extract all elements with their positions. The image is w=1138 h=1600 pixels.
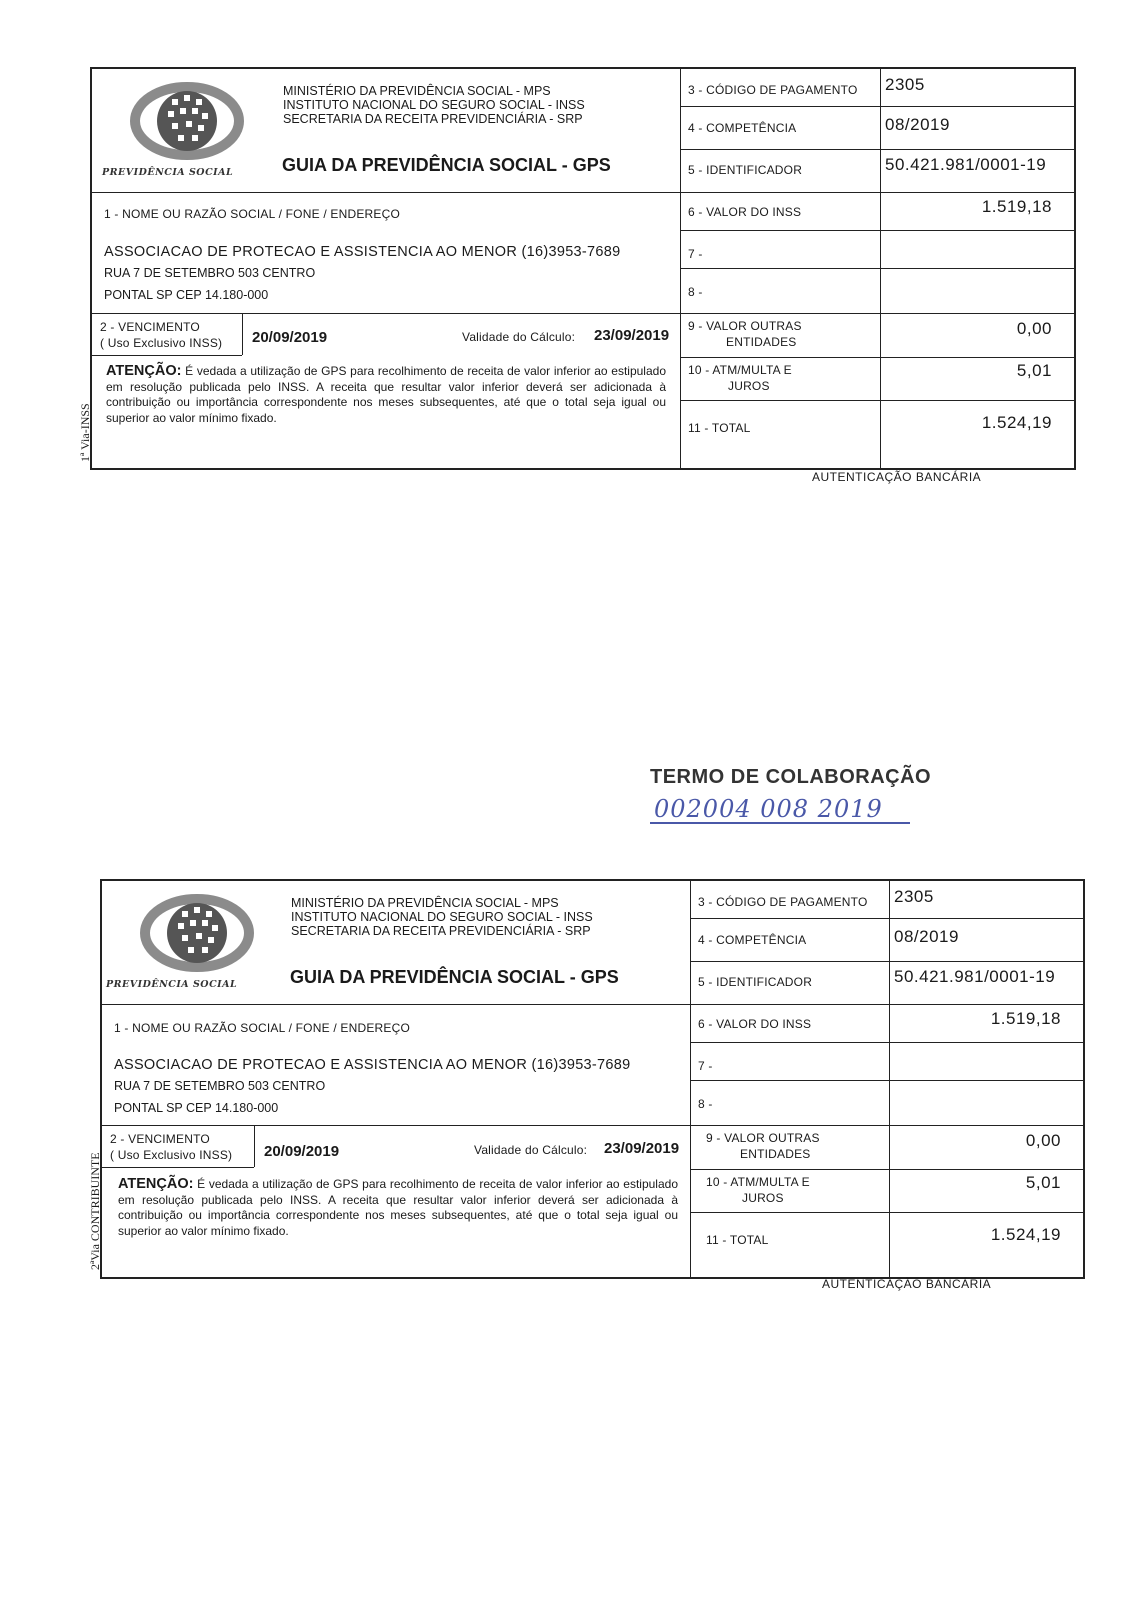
contribuinte-nome: ASSOCIACAO DE PROTECAO E ASSISTENCIA AO MENOR (16)3953-7689	[104, 244, 621, 260]
outras-entidades-value: 0,00	[1025, 1131, 1061, 1150]
contribuinte-endereco-1: RUA 7 DE SETEMBRO 503 CENTRO	[104, 266, 316, 280]
multa-juros-value: 5,01	[1016, 361, 1052, 380]
total-label: 11 - TOTAL	[706, 1233, 769, 1247]
validade-value: 23/09/2019	[594, 327, 670, 344]
validade-label: Validade do Cálculo:	[474, 1143, 588, 1157]
atencao-notice	[118, 1177, 678, 1239]
codigo-label: 3 - CÓDIGO DE PAGAMENTO	[688, 83, 858, 97]
valor-inss-value: 1.519,18	[981, 197, 1052, 216]
multa-juros-sublabel: JUROS	[728, 379, 770, 393]
identificador-value: 50.421.981/0001-19	[894, 967, 1056, 986]
campo-8-label: 8 -	[698, 1097, 713, 1111]
gps-form-2	[100, 879, 1085, 1279]
campo-7-label: 7 -	[688, 247, 703, 261]
vencimento-label: 2 - VENCIMENTO	[110, 1132, 210, 1146]
handwritten-number	[650, 789, 980, 829]
identificador-label: 5 - IDENTIFICADOR	[698, 975, 813, 989]
validade-label: Validade do Cálculo:	[462, 330, 576, 344]
header-line-2: INSTITUTO NACIONAL DO SEGURO SOCIAL - INSS	[291, 910, 593, 924]
contribuinte-endereco-1: RUA 7 DE SETEMBRO 503 CENTRO	[114, 1079, 326, 1093]
validade-value: 23/09/2019	[604, 1140, 680, 1157]
autenticacao-label: AUTENTICAÇÃO BANCÁRIA	[822, 1277, 992, 1291]
outras-entidades-sublabel: ENTIDADES	[740, 1147, 811, 1161]
atencao-text: É vedada a utilização de GPS para recolhimento de receita de valor inferior ao estipulado em resolução publicada pelo INSS. A receita que resultar valor inferior deverá ser adicionada à contribuição ou importância correspondente nos meses subsequentes, até que o total seja igual ou superior ao valor mínimo fixado.	[118, 1177, 678, 1238]
previdencia-logo	[112, 81, 262, 161]
via-label: 2ªVia CONTRIBUINTE	[88, 1152, 102, 1270]
header-line-2: INSTITUTO NACIONAL DO SEGURO SOCIAL - INSS	[283, 98, 585, 112]
competencia-label: 4 - COMPETÊNCIA	[688, 121, 797, 135]
form-title: GUIA DA PREVIDÊNCIA SOCIAL - GPS	[290, 967, 619, 987]
autenticacao-label: AUTENTICAÇÃO BANCÁRIA	[812, 470, 982, 484]
contribuinte-endereco-2: PONTAL SP CEP 14.180-000	[104, 288, 269, 302]
contribuinte-endereco-2: PONTAL SP CEP 14.180-000	[114, 1101, 279, 1115]
total-value: 1.524,19	[981, 413, 1052, 432]
atencao-text: É vedada a utilização de GPS para recolhimento de receita de valor inferior ao estipulado em resolução publicada pelo INSS. A receita que resultar valor inferior deverá ser adicionada à contribuição ou importância correspondente nos meses subsequentes, até que o total seja igual ou superior ao valor mínimo fixado.	[106, 364, 666, 425]
codigo-value: 2305	[885, 75, 925, 94]
identificador-value: 50.421.981/0001-19	[885, 155, 1047, 174]
header-line-1: MINISTÉRIO DA PREVIDÊNCIA SOCIAL - MPS	[283, 84, 551, 98]
total-label: 11 - TOTAL	[688, 421, 751, 435]
outras-entidades-label: 9 - VALOR OUTRAS	[688, 319, 802, 333]
outras-entidades-value: 0,00	[1016, 319, 1052, 338]
valor-inss-value: 1.519,18	[990, 1009, 1061, 1028]
previdencia-logo	[122, 893, 272, 973]
multa-juros-value: 5,01	[1025, 1173, 1061, 1192]
nome-label: 1 - NOME OU RAZÃO SOCIAL / FONE / ENDEREÇO	[114, 1021, 410, 1035]
valor-inss-label: 6 - VALOR DO INSS	[688, 205, 802, 219]
vencimento-value: 20/09/2019	[264, 1143, 340, 1160]
stamp-title: TERMO DE COLABORAÇÃO	[650, 766, 932, 788]
identificador-label: 5 - IDENTIFICADOR	[688, 163, 803, 177]
header-line-3: SECRETARIA DA RECEITA PREVIDENCIÁRIA - SRP	[291, 924, 591, 938]
valor-inss-label: 6 - VALOR DO INSS	[698, 1017, 812, 1031]
competencia-value: 08/2019	[894, 927, 959, 946]
multa-juros-label: 10 - ATM/MULTA E	[706, 1175, 810, 1189]
logo-caption: PREVIDÊNCIA SOCIAL	[102, 167, 234, 178]
previdencia-logo-icon	[122, 893, 272, 973]
atencao-title: ATENÇÃO:	[106, 363, 182, 379]
nome-label: 1 - NOME OU RAZÃO SOCIAL / FONE / ENDEREÇO	[104, 207, 400, 221]
header-line-1: MINISTÉRIO DA PREVIDÊNCIA SOCIAL - MPS	[291, 896, 559, 910]
competencia-label: 4 - COMPETÊNCIA	[698, 933, 807, 947]
atencao-notice	[106, 364, 666, 426]
handwritten-text: 002004 008 2019	[654, 795, 883, 823]
logo-caption: PREVIDÊNCIA SOCIAL	[106, 979, 238, 990]
multa-juros-label: 10 - ATM/MULTA E	[688, 363, 792, 377]
codigo-value: 2305	[894, 887, 934, 906]
competencia-value: 08/2019	[885, 115, 950, 134]
previdencia-logo-icon	[112, 81, 262, 161]
total-value: 1.524,19	[990, 1225, 1061, 1244]
outras-entidades-label: 9 - VALOR OUTRAS	[706, 1131, 820, 1145]
vencimento-label: 2 - VENCIMENTO	[100, 320, 200, 334]
atencao-title: ATENÇÃO:	[118, 1176, 194, 1192]
codigo-label: 3 - CÓDIGO DE PAGAMENTO	[698, 895, 868, 909]
contribuinte-nome: ASSOCIACAO DE PROTECAO E ASSISTENCIA AO MENOR (16)3953-7689	[114, 1057, 631, 1073]
form-title: GUIA DA PREVIDÊNCIA SOCIAL - GPS	[282, 155, 611, 175]
gps-form-1	[90, 67, 1076, 470]
vencimento-sublabel: ( Uso Exclusivo INSS)	[100, 336, 223, 350]
vencimento-value: 20/09/2019	[252, 329, 328, 346]
campo-7-label: 7 -	[698, 1059, 713, 1073]
campo-8-label: 8 -	[688, 285, 703, 299]
vencimento-sublabel: ( Uso Exclusivo INSS)	[110, 1148, 233, 1162]
outras-entidades-sublabel: ENTIDADES	[726, 335, 797, 349]
via-label: 1ª Via-INSS	[78, 403, 92, 462]
header-line-3: SECRETARIA DA RECEITA PREVIDENCIÁRIA - SRP	[283, 112, 583, 126]
termo-colaboracao-stamp	[650, 766, 980, 829]
multa-juros-sublabel: JUROS	[742, 1191, 784, 1205]
